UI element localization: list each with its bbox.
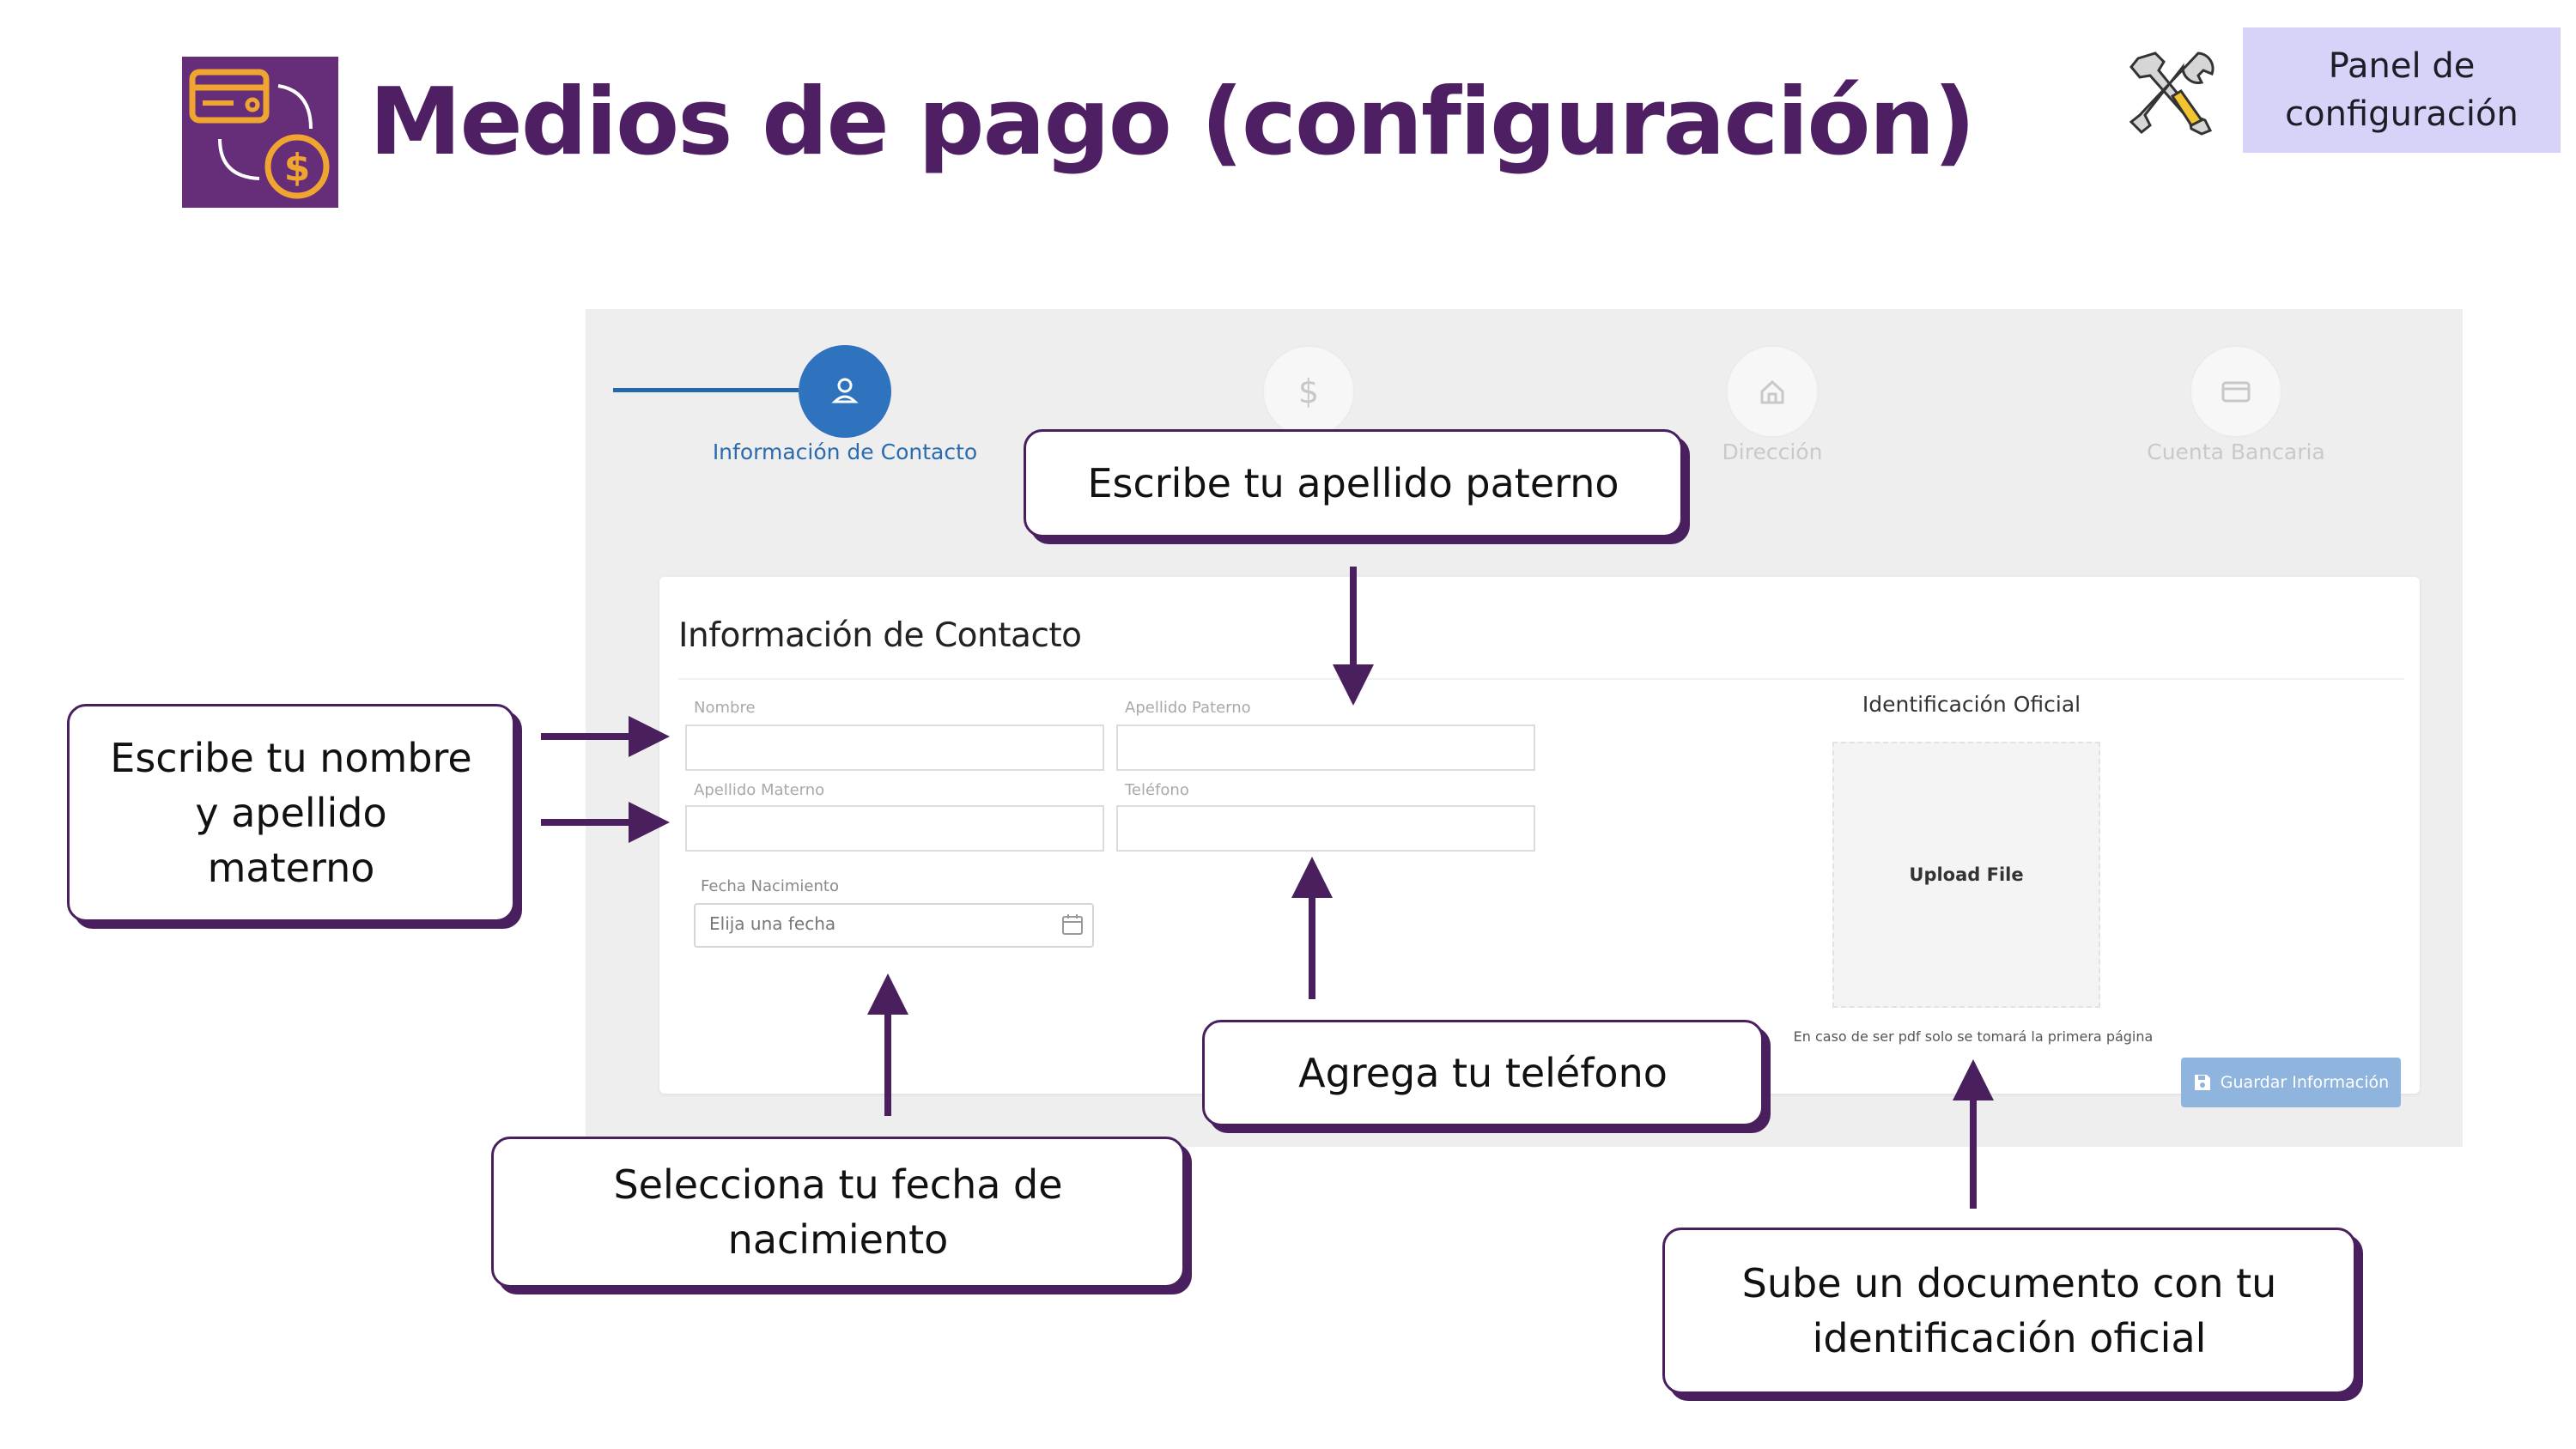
identificacion-title: Identificación Oficial	[1862, 692, 2081, 717]
calendar-icon[interactable]	[1061, 913, 1084, 940]
save-icon	[2193, 1073, 2212, 1092]
telefono-label: Teléfono	[1125, 781, 1189, 799]
dollar-icon: $	[1297, 373, 1320, 410]
card-title: Información de Contacto	[678, 616, 1082, 655]
apellido-materno-label: Apellido Materno	[694, 781, 825, 799]
nombre-label: Nombre	[694, 699, 756, 717]
fecha-placeholder: Elija una fecha	[709, 913, 836, 934]
telefono-input[interactable]	[1116, 805, 1535, 852]
svg-text:$: $	[283, 146, 311, 190]
nombre-input[interactable]	[685, 724, 1104, 771]
guardar-informacion-label: Guardar Información	[2220, 1073, 2390, 1092]
step-label-direccion: Dirección	[1722, 440, 1823, 464]
apellido-paterno-input[interactable]	[1116, 724, 1535, 771]
upload-note: En caso de ser pdf solo se tomará la primera página	[1793, 1028, 2154, 1045]
callout-nombre-materno: Escribe tu nombre y apellido materno	[67, 704, 515, 922]
card-icon	[2219, 374, 2253, 409]
step-label-contacto: Información de Contacto	[712, 440, 978, 464]
step-cuenta-bancaria[interactable]	[2190, 345, 2282, 438]
page-title: Medios de pago (configuración)	[369, 69, 1974, 176]
guardar-informacion-button[interactable]	[2181, 1058, 2401, 1107]
callout-apellido-paterno: Escribe tu apellido paterno	[1024, 429, 1683, 537]
tools-icon	[2119, 41, 2219, 141]
apellido-paterno-label: Apellido Paterno	[1125, 699, 1251, 717]
step-contacto[interactable]	[799, 345, 891, 438]
step-label-cuenta-bancaria: Cuenta Bancaria	[2147, 440, 2325, 464]
fecha-nacimiento-label: Fecha Nacimiento	[701, 877, 839, 895]
step-banco[interactable]	[1262, 345, 1355, 438]
payment-logo-icon	[182, 57, 338, 208]
apellido-materno-input[interactable]	[685, 805, 1104, 852]
user-icon	[828, 374, 862, 409]
callout-telefono: Agrega tu teléfono	[1202, 1020, 1764, 1126]
panel-configuracion-button[interactable]: Panel de configuración	[2243, 27, 2561, 153]
card-divider	[678, 678, 2404, 680]
stepper-progress-line	[613, 388, 799, 392]
callout-fecha: Selecciona tu fecha de nacimiento	[491, 1137, 1185, 1288]
upload-file-dropzone[interactable]: Upload File	[1832, 742, 2100, 1008]
callout-documento: Sube un documento con tu identificación oficial	[1662, 1228, 2356, 1394]
step-direccion[interactable]	[1726, 345, 1819, 438]
home-icon	[1755, 374, 1789, 409]
